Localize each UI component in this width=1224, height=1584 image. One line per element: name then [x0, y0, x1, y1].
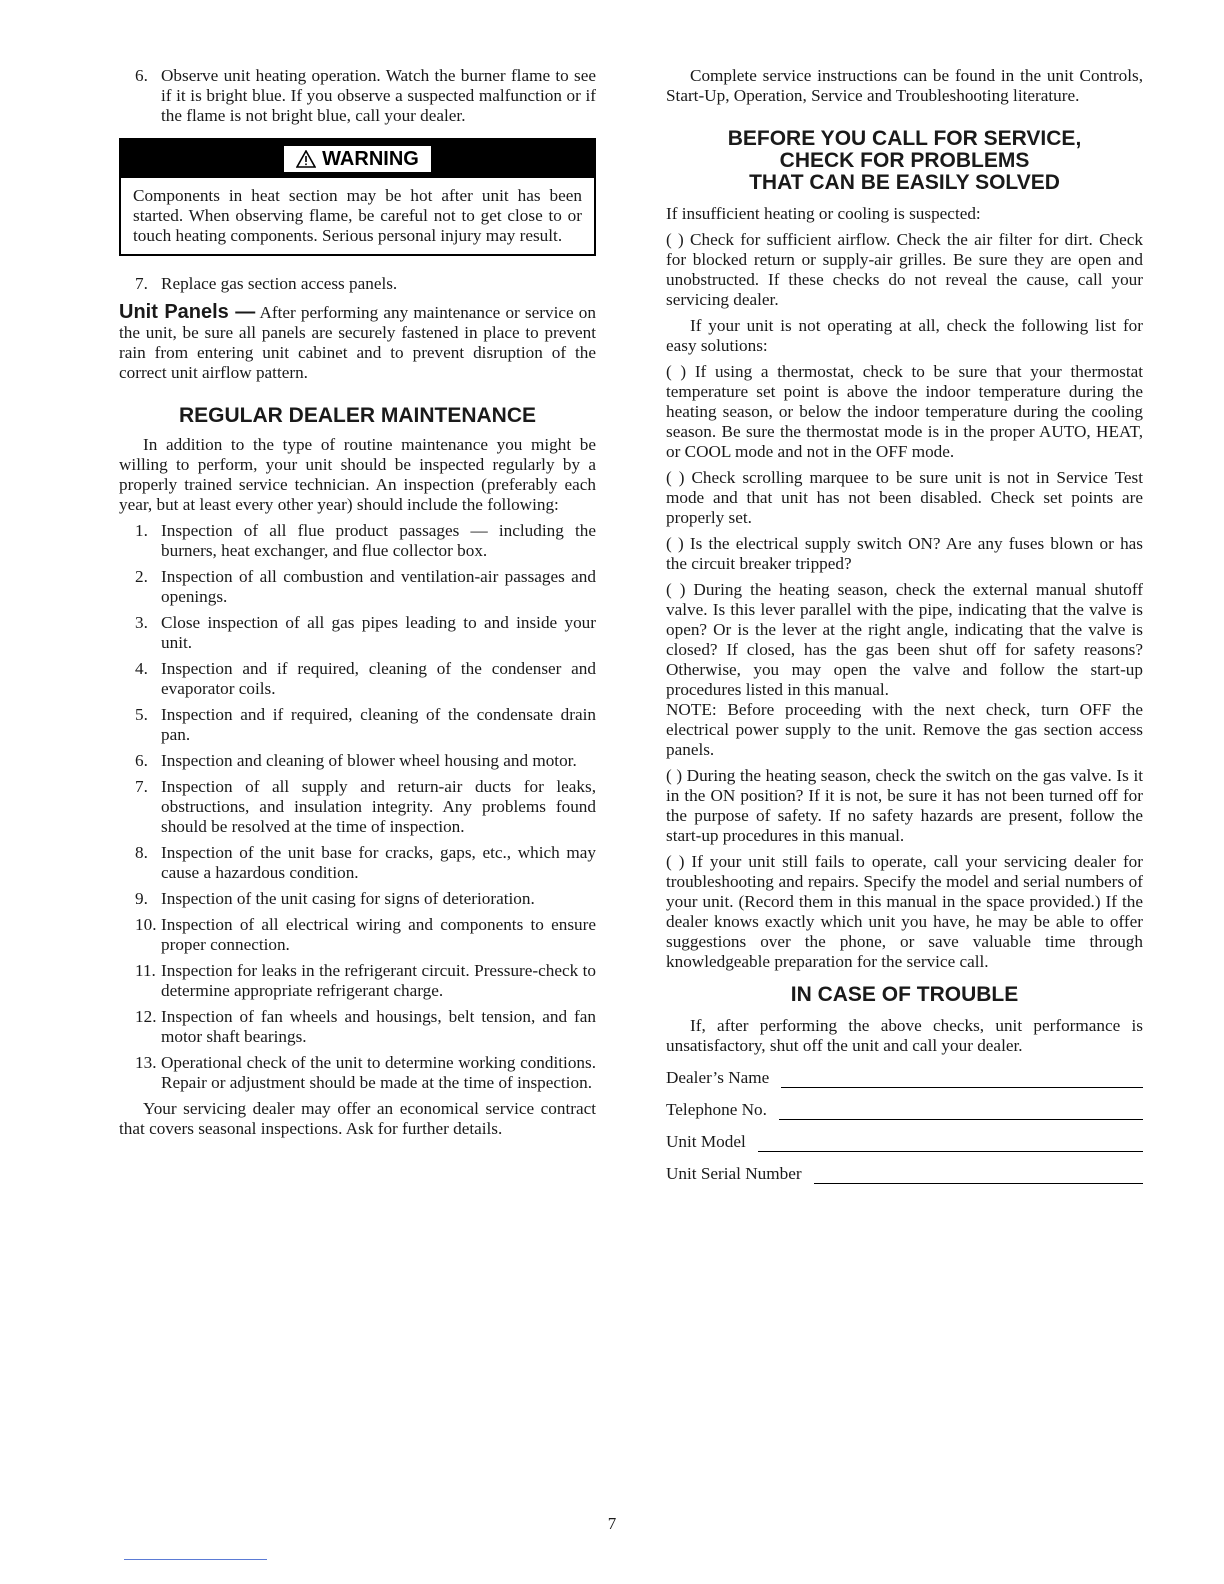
item-number: 5.: [135, 705, 148, 724]
dealer-info-form: [666, 1068, 1143, 1184]
unit-panels-text: After performing any maintenance or service on the unit, be sure all panels are securely fastened in place to prevent rain from entering unit cabinet and to prevent disruption of the correct unit airflow pattern.: [119, 303, 596, 382]
item-text: Inspection of all electrical wiring and components to ensure proper connection.: [161, 915, 596, 954]
dealer-name-field: [666, 1068, 1143, 1088]
check-paragraph: If insufficient heating or cooling is suspected:: [666, 204, 981, 223]
check-paragraph: ( ) Check for sufficient airflow. Check the air filter for dirt. Check for blocked return or supply-air grilles. Be sure they are open and unobstructed. If these checks do not reveal the cause, call your servicing dealer.: [666, 230, 1143, 309]
check-paragraph: ( ) If your unit still fails to operate, call your servicing dealer for troubleshooting and repairs. Specify the model and serial numbers of your unit. (Record them in this manual in the space provided.) If the dealer knows exactly which unit you have, he may be able to offer suggestions over the phone, or save valuable time through knowledgeable preparation for the service call.: [666, 852, 1143, 971]
field-label: Unit Serial Number: [666, 1164, 802, 1183]
item-text: Inspection for leaks in the refrigerant circuit. Pressure-check to determine appropriate refrigerant charge.: [161, 961, 596, 1000]
item-text: Inspection of all combustion and ventilation-air passages and openings.: [161, 567, 596, 606]
item-number: 13.: [135, 1053, 157, 1072]
field-label: Telephone No.: [666, 1100, 767, 1119]
list-item: [119, 659, 596, 699]
field-label: Dealer’s Name: [666, 1068, 770, 1087]
list-item: [119, 889, 596, 909]
field-label: Unit Model: [666, 1132, 746, 1151]
left-column: [119, 66, 596, 1139]
trouble-text: If, after performing the above checks, unit performance is unsatisfactory, shut off the unit and call your dealer.: [666, 1016, 1143, 1055]
item-text: Replace gas section access panels.: [161, 274, 398, 293]
item-number: 9.: [135, 889, 148, 908]
check-paragraph: ( ) Check scrolling marquee to be sure unit is not in Service Test mode and that unit has not been disabled. Check set points are properly set.: [666, 468, 1143, 527]
item-text: Inspection and if required, cleaning of the condensate drain pan.: [161, 705, 596, 744]
unit-model-field: [666, 1132, 1143, 1152]
maintenance-list: [119, 521, 596, 1093]
list-item: [119, 1007, 596, 1047]
check-paragraph: ( ) During the heating season, check the external manual shutoff valve. Is this lever parallel with the pipe, indicating that the valve is open? Or is the lever at the right angle, indicating that the valve is closed? If closed, has the gas been shut off for safety reasons? Otherwise, you may open the valve and follow the start-up procedures listed in this manual.: [666, 580, 1143, 699]
warning-title: WARNING: [322, 148, 419, 170]
footer-rule: [124, 1559, 267, 1560]
list-item: [119, 751, 596, 771]
item-text: Close inspection of all gas pipes leading to and inside your unit.: [161, 613, 596, 652]
item-text: Observe unit heating operation. Watch the burner flame to see if it is bright blue. If you observe a suspected malfunction or if the flame is not bright blue, call your dealer.: [161, 66, 596, 125]
unit-panels-paragraph: [119, 302, 596, 383]
blank-line[interactable]: [758, 1135, 1143, 1152]
item-text: Inspection of all flue product passages — including the burners, heat exchanger, and flue collector box.: [161, 521, 596, 560]
list-item: [119, 705, 596, 745]
telephone-field: [666, 1100, 1143, 1120]
unit-serial-field: [666, 1164, 1143, 1184]
item-text: Inspection and if required, cleaning of the condenser and evaporator coils.: [161, 659, 596, 698]
item-number: 8.: [135, 843, 148, 862]
trouble-heading: IN CASE OF TROUBLE: [790, 983, 1019, 1006]
note-paragraph: NOTE: Before proceeding with the next check, turn OFF the electrical power supply to the unit. Remove the gas section access panels.: [666, 700, 1143, 759]
item-number: 1.: [135, 521, 148, 540]
before-service-heading: [666, 128, 1143, 194]
list-item: [119, 274, 596, 294]
maintenance-intro: In addition to the type of routine maintenance you might be willing to perform, your unit should be inspected regularly by a properly trained service technician. An inspection (preferably each year, but at least every other year) should include the following:: [119, 435, 596, 514]
right-column: [666, 66, 1143, 1184]
complete-instructions: Complete service instructions can be found in the unit Controls, Start-Up, Operation, Service and Troubleshooting literature.: [666, 66, 1143, 105]
maintenance-heading: REGULAR DEALER MAINTENANCE: [179, 404, 536, 427]
item-number: 3.: [135, 613, 148, 632]
item-text: Operational check of the unit to determine working conditions. Repair or adjustment should be made at the time of inspection.: [161, 1053, 596, 1092]
check-paragraph: ( ) If using a thermostat, check to be sure that your thermostat temperature set point is above the indoor temperature during the heating season, or below the indoor temperature during the cooling season. Be sure the thermostat mode is in the proper AUTO, HEAT, or COOL mode and not in the OFF mode.: [666, 362, 1143, 461]
item-number: 6.: [135, 751, 148, 770]
item-number: 4.: [135, 659, 148, 678]
list-item: [119, 915, 596, 955]
heading-line: THAT CAN BE EASILY SOLVED: [749, 171, 1060, 194]
check-paragraph: If your unit is not operating at all, check the following list for easy solutions:: [666, 316, 1143, 355]
blank-line[interactable]: [781, 1071, 1143, 1088]
item-text: Inspection of all supply and return-air ducts for leaks, obstructions, and insulation integrity. Any problems found should be resolved at the time of inspection.: [161, 777, 596, 836]
blank-line[interactable]: [814, 1167, 1143, 1184]
list-item: [119, 613, 596, 653]
check-paragraph: ( ) Is the electrical supply switch ON? Are any fuses blown or has the circuit breaker tripped?: [666, 534, 1143, 573]
warning-header: [121, 140, 594, 178]
warning-triangle-icon: [296, 150, 316, 168]
item-number: 6.: [135, 66, 148, 85]
list-item: [119, 777, 596, 837]
list-item: [119, 961, 596, 1001]
item-number: 7.: [135, 274, 148, 293]
item-number: 12.: [135, 1007, 157, 1026]
item-number: 7.: [135, 777, 148, 796]
page-number: 7: [607, 1514, 617, 1533]
list-item: [119, 1053, 596, 1093]
item-text: Inspection of fan wheels and housings, belt tension, and fan motor shaft bearings.: [161, 1007, 596, 1046]
item-number: 11.: [135, 961, 156, 980]
item-text: Inspection and cleaning of blower wheel housing and motor.: [161, 751, 577, 770]
item-number: 2.: [135, 567, 148, 586]
item-text: Inspection of the unit base for cracks, gaps, etc., which may cause a hazardous condition.: [161, 843, 596, 882]
list-item: [119, 567, 596, 607]
list-item: [119, 843, 596, 883]
list-item: [119, 521, 596, 561]
warning-label: [283, 145, 432, 173]
item-number: 10.: [135, 915, 157, 934]
warning-box: [119, 138, 596, 256]
maintenance-closing: Your servicing dealer may offer an economical service contract that covers seasonal inspections. Ask for further details.: [119, 1099, 596, 1138]
heading-line: CHECK FOR PROBLEMS: [779, 149, 1030, 172]
heading-line: BEFORE YOU CALL FOR SERVICE,: [727, 127, 1082, 150]
check-paragraph: ( ) During the heating season, check the switch on the gas valve. Is it in the ON position? If it is not, be sure it has not been turned off for the purpose of safety. If no safety hazards are present, follow the start-up procedures in this manual.: [666, 766, 1143, 845]
warning-text: Components in heat section may be hot after unit has been started. When observing flame, be careful not to get close to or touch heating components. Serious personal injury may result.: [133, 186, 582, 245]
list-item: [119, 66, 596, 126]
unit-panels-title: Unit Panels —: [119, 301, 256, 323]
blank-line[interactable]: [779, 1103, 1143, 1120]
item-text: Inspection of the unit casing for signs of deterioration.: [161, 889, 535, 908]
